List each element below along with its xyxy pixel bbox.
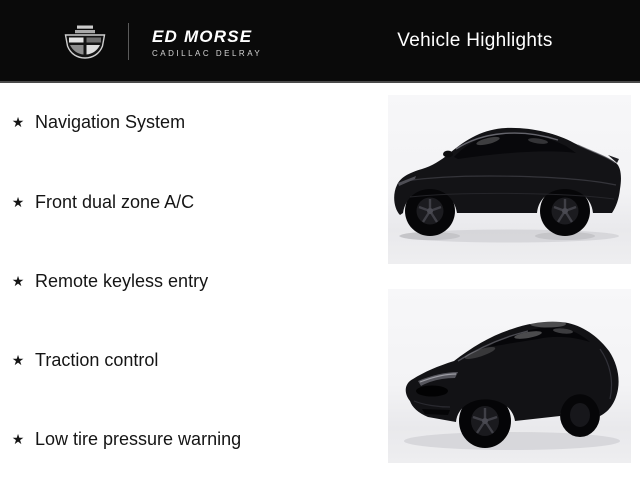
- star-icon: ★: [11, 194, 25, 210]
- feature-item-tire-pressure: [10, 425, 241, 453]
- dealer-tagline: CADILLAC DELRAY: [152, 49, 263, 58]
- feature-item-navigation: [10, 108, 185, 136]
- dealer-name: ED MORSE: [152, 27, 253, 46]
- feature-item-keyless-entry: [10, 267, 208, 295]
- feature-label: Low tire pressure warning: [35, 429, 242, 449]
- feature-label: Front dual zone A/C: [35, 192, 195, 212]
- car-front-quarter-illustration: [388, 289, 631, 463]
- star-icon: ★: [11, 273, 25, 289]
- feature-item-dual-zone-ac: [10, 188, 194, 216]
- feature-label: Remote keyless entry: [35, 271, 209, 291]
- feature-label: Navigation System: [35, 112, 186, 132]
- page-title: Vehicle Highlights: [397, 29, 553, 51]
- star-icon: ★: [11, 431, 25, 447]
- star-icon: ★: [11, 114, 25, 130]
- feature-label: Traction control: [35, 350, 159, 370]
- star-icon: ★: [11, 352, 25, 368]
- feature-item-traction-control: [10, 346, 158, 374]
- vehicle-photo-side-view: [388, 95, 631, 264]
- vehicle-photo-front-quarter-view: [388, 289, 631, 463]
- car-side-view-illustration: [388, 95, 631, 264]
